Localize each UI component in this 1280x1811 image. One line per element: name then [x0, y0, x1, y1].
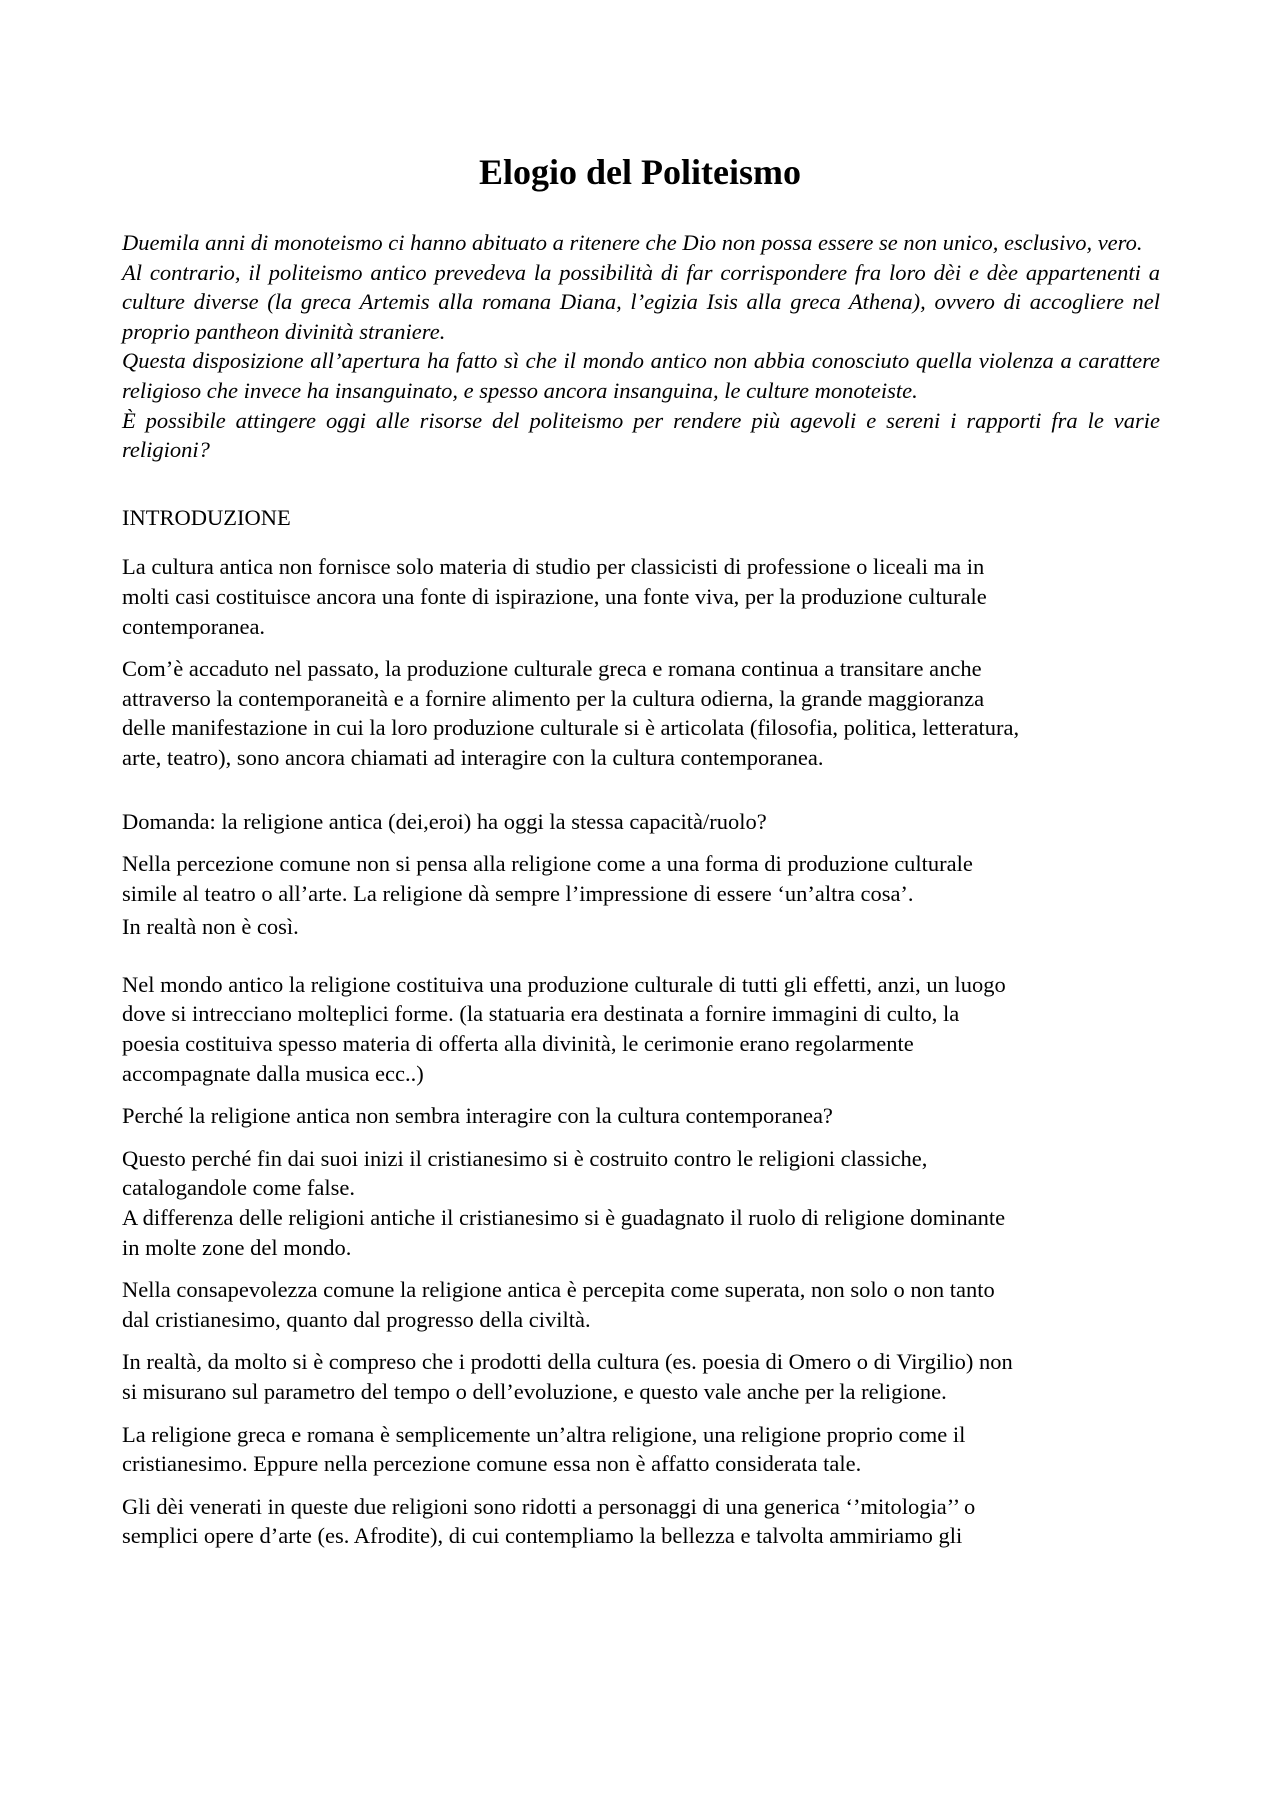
paragraph-line: Nella consapevolezza comune la religione antica è percepita come superata, non solo o non tanto [122, 1277, 995, 1303]
paragraph [122, 912, 1160, 942]
paragraph [122, 1492, 1160, 1551]
paragraph-line: molti casi costituisce ancora una fonte di ispirazione, una fonte viva, per la produzione culturale [122, 583, 987, 609]
paragraph-line: In realtà, da molto si è compreso che i prodotti della cultura (es. poesia di Omero o di Virgilio) non [122, 1349, 1013, 1375]
paragraph-line: attraverso la contemporaneità e a fornire alimento per la cultura odierna, la grande maggioranza [122, 685, 985, 711]
paragraph-line: La religione greca e romana è semplicemente un’altra religione, una religione proprio come il [122, 1421, 966, 1447]
paragraph [122, 1144, 1160, 1262]
paragraph-line: Nella percezione comune non si pensa alla religione come a una forma di produzione culturale [122, 851, 973, 877]
paragraph [122, 849, 1160, 908]
paragraph-line: Nel mondo antico la religione costituiva una produzione culturale di tutti gli effetti, anzi, un luogo [122, 971, 1006, 997]
paragraph [122, 654, 1160, 772]
paragraph-question [122, 807, 1160, 837]
paragraph-line: In realtà non è così. [122, 914, 299, 940]
paragraph-line: catalogandole come false. [122, 1175, 356, 1201]
paragraph-line: contemporanea. [122, 613, 266, 639]
abstract-sentence: È possibile attingere oggi alle risorse del politeismo per rendere più agevoli e sereni i rapporti fra le varie religioni? [122, 407, 1160, 463]
paragraph-line: arte, teatro), sono ancora chiamati ad interagire con la cultura contemporanea. [122, 744, 824, 770]
paragraph-question [122, 1101, 1160, 1131]
paragraph-line: si misurano sul parametro del tempo o dell’evoluzione, e questo vale anche per la religione. [122, 1379, 947, 1404]
paragraph-line: Domanda: la religione antica (dei,eroi) ha oggi la stessa capacità/ruolo? [122, 808, 767, 834]
abstract [122, 228, 1160, 465]
paragraph [122, 1420, 1160, 1479]
paragraph-line: dal cristianesimo, quanto dal progresso della civiltà. [122, 1306, 591, 1332]
abstract-sentence: Questa disposizione all’apertura ha fatto sì che il mondo antico non abbia conosciuto quella violenza a carattere religioso che invece ha insanguinato, e spesso ancora insanguina, le culture monoteiste. [122, 348, 1160, 403]
paragraph [122, 970, 1160, 1088]
paragraph-line: Perché la religione antica non sembra interagire con la cultura contemporanea? [122, 1103, 833, 1129]
paragraph-line: simile al teatro o all’arte. La religione dà sempre l’impressione di essere ‘un’altra cosa’. [122, 880, 914, 906]
paragraph-line: in molte zone del mondo. [122, 1234, 352, 1260]
paragraph [122, 552, 1160, 641]
page-title: Elogio del Politeismo [479, 152, 801, 192]
section-heading-introduzione: INTRODUZIONE [122, 504, 291, 530]
abstract-sentence: Duemila anni di monoteismo ci hanno abituato a ritenere che Dio non possa essere se non unico, esclusivo, vero. [122, 230, 1143, 255]
paragraph-line: semplici opere d’arte (es. Afrodite), di cui contempliamo la bellezza e talvolta ammiriamo gli [122, 1523, 963, 1549]
paragraph-line: Gli dèi venerati in queste due religioni sono ridotti a personaggi di una generica ‘’mitologia’’ o [122, 1493, 976, 1519]
paragraph-line: Questo perché fin dai suoi inizi il cristianesimo si è costruito contro le religioni classiche, [122, 1145, 928, 1171]
paragraph-line: dove si intrecciano molteplici forme. (la statuaria era destinata a fornire immagini di culto, la [122, 1001, 960, 1027]
paragraph [122, 1275, 1160, 1334]
paragraph-line: Com’è accaduto nel passato, la produzione culturale greca e romana continua a transitare anche [122, 656, 982, 682]
paragraph-line: A differenza delle religioni antiche il cristianesimo si è guadagnato il ruolo di religione dominante [122, 1205, 1006, 1231]
paragraph-line: cristianesimo. Eppure nella percezione comune essa non è affatto considerata tale. [122, 1451, 862, 1477]
document-body [122, 228, 1160, 1551]
paragraph-line: poesia costituiva spesso materia di offerta alla divinità, le cerimonie erano regolarmente [122, 1031, 914, 1057]
abstract-sentence: Al contrario, il politeismo antico prevedeva la possibilità di far corrispondere fra loro dèi e dèe appartenenti a culture diverse (la greca Artemis alla romana Diana, l’egizia Isis alla greca Athena), ovvero di accogliere nel proprio pantheon divinità straniere. [122, 259, 1160, 344]
paragraph-line: La cultura antica non fornisce solo materia di studio per classicisti di professione o liceali ma in [122, 554, 985, 580]
paragraph-line: accompagnate dalla musica ecc..) [122, 1060, 424, 1086]
paragraph [122, 1347, 1160, 1406]
paragraph-line: delle manifestazione in cui la loro produzione culturale si è articolata (filosofia, politica, letteratura, [122, 715, 1020, 741]
